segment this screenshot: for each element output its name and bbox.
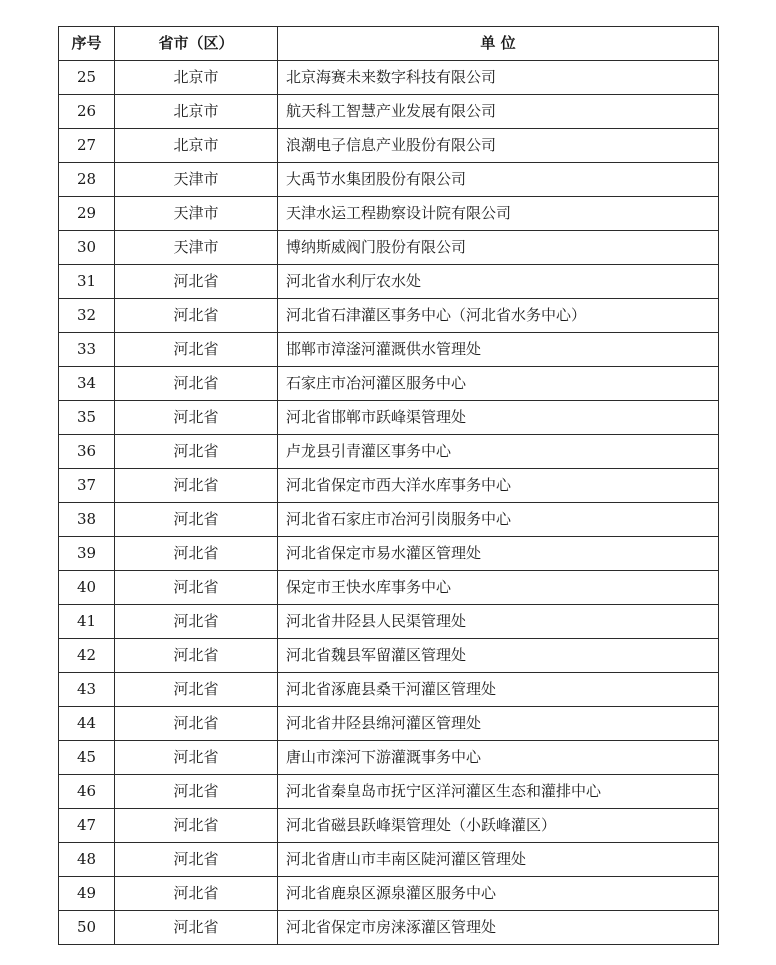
serial-number-cell: 35 [59,401,115,435]
province-cell: 天津市 [115,163,278,197]
table-row [59,911,719,945]
serial-number-cell: 49 [59,877,115,911]
table-row [59,741,719,775]
table-row [59,639,719,673]
province-cell: 河北省 [115,537,278,571]
table-row [59,775,719,809]
unit-name-cell: 河北省保定市西大洋水库事务中心 [278,469,719,503]
table-row [59,333,719,367]
unit-name-cell: 航天科工智慧产业发展有限公司 [278,95,719,129]
province-cell: 河北省 [115,911,278,945]
province-cell: 河北省 [115,775,278,809]
serial-number-cell: 33 [59,333,115,367]
table-row [59,299,719,333]
table-row [59,809,719,843]
table-row [59,129,719,163]
table-row [59,571,719,605]
serial-number-cell: 40 [59,571,115,605]
serial-number-cell: 37 [59,469,115,503]
province-cell: 河北省 [115,809,278,843]
serial-number-cell: 46 [59,775,115,809]
table-row [59,503,719,537]
province-cell: 北京市 [115,95,278,129]
serial-number-cell: 28 [59,163,115,197]
unit-name-cell: 河北省唐山市丰南区陡河灌区管理处 [278,843,719,877]
table-row [59,367,719,401]
unit-name-cell: 河北省水利厅农水处 [278,265,719,299]
province-cell: 北京市 [115,61,278,95]
province-cell: 河北省 [115,707,278,741]
table-row [59,877,719,911]
province-cell: 河北省 [115,367,278,401]
serial-number-cell: 47 [59,809,115,843]
serial-number-cell: 30 [59,231,115,265]
unit-name-cell: 河北省秦皇岛市抚宁区洋河灌区生态和灌排中心 [278,775,719,809]
serial-number-cell: 39 [59,537,115,571]
table-row [59,843,719,877]
province-cell: 河北省 [115,605,278,639]
unit-name-cell: 北京海赛未来数字科技有限公司 [278,61,719,95]
serial-number-cell: 38 [59,503,115,537]
unit-name-cell: 河北省鹿泉区源泉灌区服务中心 [278,877,719,911]
table-row [59,231,719,265]
unit-name-cell: 河北省井陉县人民渠管理处 [278,605,719,639]
unit-name-cell: 河北省石津灌区事务中心（河北省水务中心） [278,299,719,333]
table-row [59,435,719,469]
province-cell: 河北省 [115,435,278,469]
province-cell: 北京市 [115,129,278,163]
unit-name-cell: 河北省石家庄市冶河引岗服务中心 [278,503,719,537]
serial-number-cell: 32 [59,299,115,333]
province-cell: 河北省 [115,299,278,333]
province-cell: 河北省 [115,673,278,707]
header-province: 省市（区） [115,27,278,61]
unit-name-cell: 河北省井陉县绵河灌区管理处 [278,707,719,741]
serial-number-cell: 41 [59,605,115,639]
table-row [59,401,719,435]
serial-number-cell: 43 [59,673,115,707]
serial-number-cell: 50 [59,911,115,945]
unit-name-cell: 河北省邯郸市跃峰渠管理处 [278,401,719,435]
serial-number-cell: 45 [59,741,115,775]
province-cell: 天津市 [115,197,278,231]
serial-number-cell: 26 [59,95,115,129]
province-cell: 河北省 [115,877,278,911]
serial-number-cell: 31 [59,265,115,299]
unit-list-table [58,26,719,945]
table-row [59,265,719,299]
unit-name-cell: 河北省磁县跃峰渠管理处（小跃峰灌区） [278,809,719,843]
table-row [59,605,719,639]
serial-number-cell: 25 [59,61,115,95]
table-row [59,61,719,95]
unit-name-cell: 唐山市滦河下游灌溉事务中心 [278,741,719,775]
province-cell: 河北省 [115,401,278,435]
unit-name-cell: 博纳斯威阀门股份有限公司 [278,231,719,265]
serial-number-cell: 42 [59,639,115,673]
unit-name-cell: 河北省保定市房涞涿灌区管理处 [278,911,719,945]
province-cell: 河北省 [115,571,278,605]
unit-name-cell: 保定市王快水库事务中心 [278,571,719,605]
unit-name-cell: 浪潮电子信息产业股份有限公司 [278,129,719,163]
province-cell: 河北省 [115,503,278,537]
table-row [59,163,719,197]
unit-name-cell: 河北省涿鹿县桑干河灌区管理处 [278,673,719,707]
unit-name-cell: 卢龙县引青灌区事务中心 [278,435,719,469]
province-cell: 河北省 [115,639,278,673]
province-cell: 河北省 [115,265,278,299]
table-header-row [59,27,719,61]
serial-number-cell: 36 [59,435,115,469]
header-unit: 单 位 [278,27,719,61]
unit-name-cell: 天津水运工程勘察设计院有限公司 [278,197,719,231]
unit-name-cell: 邯郸市漳滏河灌溉供水管理处 [278,333,719,367]
table-row [59,197,719,231]
province-cell: 河北省 [115,469,278,503]
serial-number-cell: 34 [59,367,115,401]
serial-number-cell: 27 [59,129,115,163]
header-serial-number: 序号 [59,27,115,61]
unit-name-cell: 石家庄市冶河灌区服务中心 [278,367,719,401]
table-row [59,469,719,503]
province-cell: 河北省 [115,843,278,877]
table-row [59,95,719,129]
province-cell: 河北省 [115,741,278,775]
unit-name-cell: 大禹节水集团股份有限公司 [278,163,719,197]
unit-name-cell: 河北省魏县军留灌区管理处 [278,639,719,673]
table-row [59,537,719,571]
serial-number-cell: 44 [59,707,115,741]
serial-number-cell: 48 [59,843,115,877]
serial-number-cell: 29 [59,197,115,231]
table-row [59,707,719,741]
table-row [59,673,719,707]
province-cell: 天津市 [115,231,278,265]
unit-name-cell: 河北省保定市易水灌区管理处 [278,537,719,571]
province-cell: 河北省 [115,333,278,367]
